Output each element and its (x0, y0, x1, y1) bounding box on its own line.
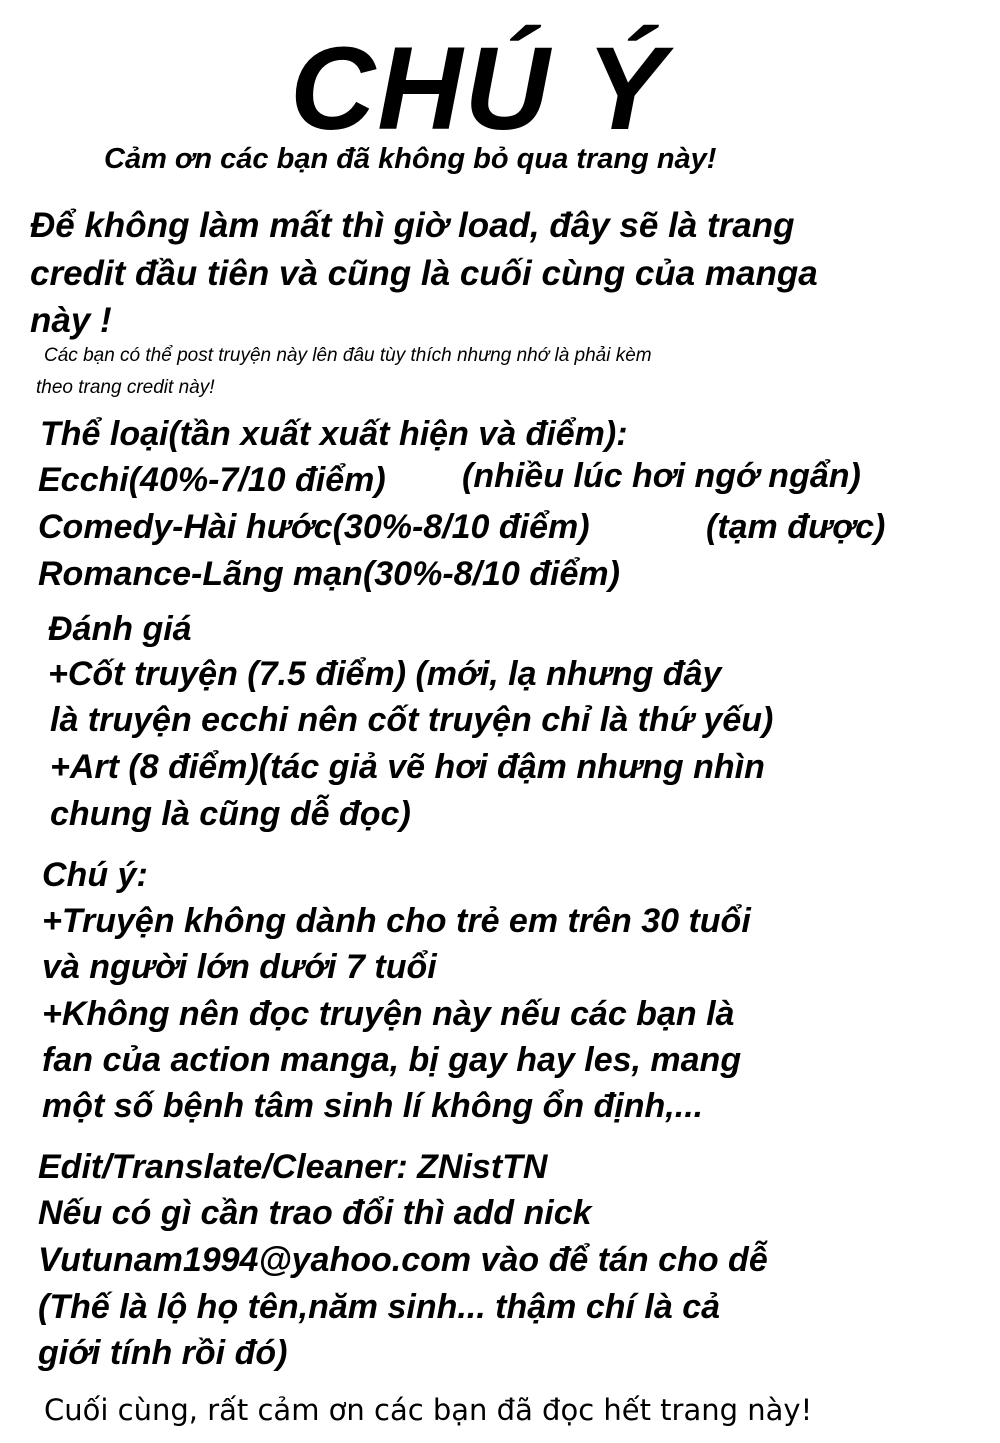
credit-line-1: Edit/Translate/Cleaner: ZNistTN (38, 1148, 548, 1186)
rating-line-3: +Art (8 điểm)(tác giả vẽ hơi đậm nhưng nhìn (50, 748, 765, 786)
rating-line-2: là truyện ecchi nên cốt truyện chỉ là thứ yếu) (50, 701, 774, 739)
rating-line-1: +Cốt truyện (7.5 điểm) (mới, lạ nhưng đây (48, 655, 722, 693)
genre-ecchi: Ecchi(40%-7/10 điểm) (38, 461, 386, 499)
warning-line-4: fan của action manga, bị gay hay les, mang (42, 1041, 742, 1079)
credit-line-4: (Thế là lộ họ tên,năm sinh... thậm chí là cả (38, 1288, 721, 1326)
genre-romance: Romance-Lãng mạn(30%-8/10 điểm) (38, 555, 620, 593)
genre-comedy: Comedy-Hài hước(30%-8/10 điểm) (38, 508, 590, 546)
credit-line-5: giới tính rồi đó) (38, 1334, 288, 1372)
warning-line-1: +Truyện không dành cho trẻ em trên 30 tuổi (42, 902, 751, 940)
note-line-2: theo trang credit này! (36, 377, 215, 398)
intro-line-1: Để không làm mất thì giờ load, đây sẽ là trang (30, 206, 795, 245)
rating-heading: Đánh giá (48, 610, 192, 648)
credit-line-2: Nếu có gì cần trao đổi thì add nick (38, 1194, 592, 1232)
genre-ecchi-note: (nhiều lúc hơi ngớ ngẩn) (462, 457, 861, 495)
genre-heading: Thể loại(tần xuất xuất hiện và điểm): (40, 415, 628, 453)
credit-line-3: Vutunam1994@yahoo.com vào để tán cho dễ (38, 1241, 768, 1279)
intro-line-2: credit đầu tiên và cũng là cuối cùng của manga (30, 254, 818, 293)
page-title: CHÚ Ý (290, 23, 668, 155)
genre-comedy-note: (tạm được) (706, 508, 886, 546)
rating-line-4: chung là cũng dễ đọc) (50, 795, 411, 833)
thank-you-subtitle: Cảm ơn các bạn đã không bỏ qua trang này! (104, 143, 717, 175)
note-line-1: Các bạn có thể post truyện này lên đâu tùy thích nhưng nhớ là phải kèm (44, 345, 652, 366)
intro-line-3: này ! (30, 301, 112, 340)
warning-heading: Chú ý: (42, 856, 148, 894)
closing-thanks: Cuối cùng, rất cảm ơn các bạn đã đọc hết trang này! (44, 1393, 813, 1427)
warning-line-2: và người lớn dưới 7 tuổi (42, 948, 437, 986)
warning-line-3: +Không nên đọc truyện này nếu các bạn là (42, 995, 735, 1033)
warning-line-5: một số bệnh tâm sinh lí không ổn định,... (42, 1087, 704, 1125)
